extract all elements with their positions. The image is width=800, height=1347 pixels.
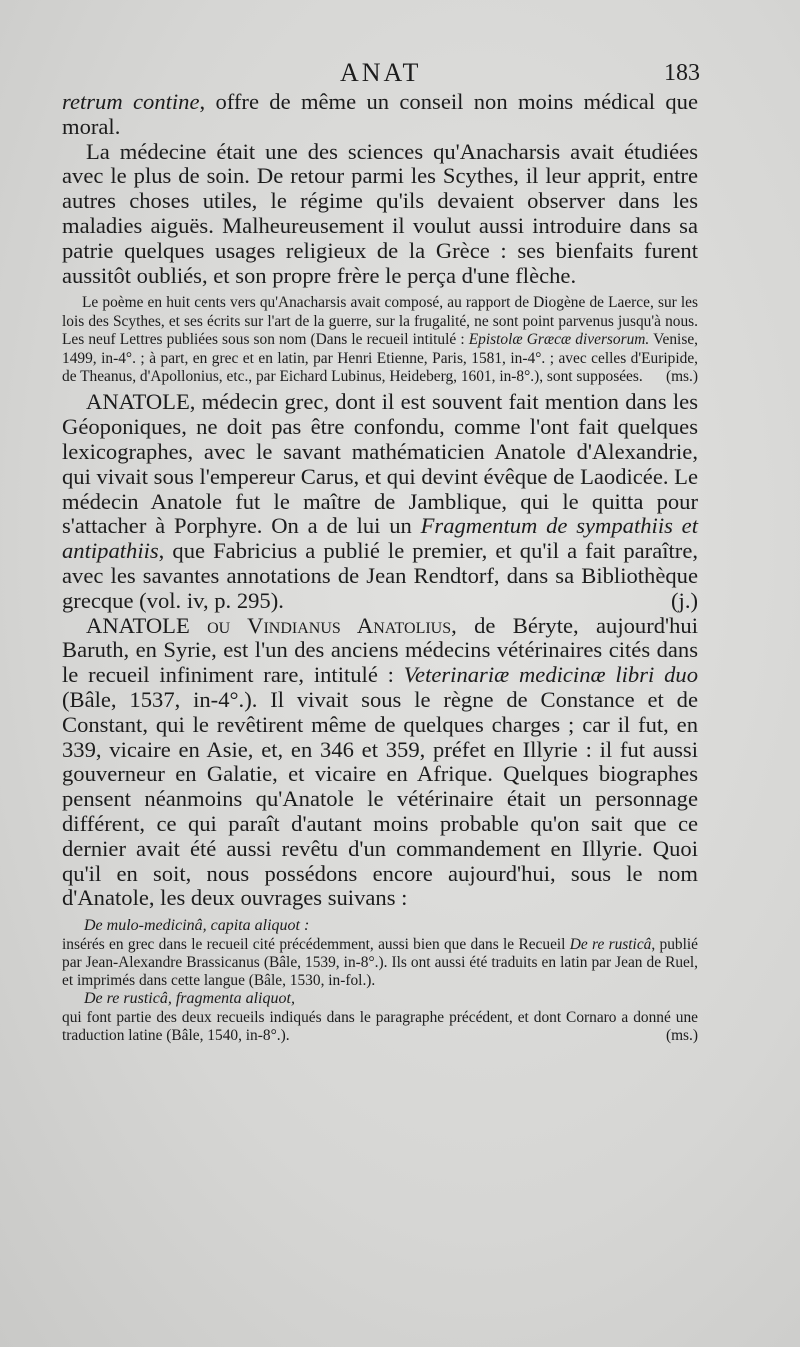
entry-text: , de Béryte, aujourd'hui Baruth, en Syrie, est l'un des anciens médecins vétérinaires cités dans le recueil infiniment rare, intitulé :	[62, 612, 698, 688]
author-signature: (ms.)	[665, 368, 698, 385]
entry-text: , médecin grec, dont il est souvent fait mention dans les Géoponiques, ne doit pas être confondu, comme l'ont fait quelques lexicographes, avec le savant mathématicien Anatole d'Alexandrie, qui vivait sous l'empereur Carus, et qui devint évêque de Laodicée. Le médecin Anatole fut le maître de Jamblique, qui le quitta pour s'attacher à Porphyre. On a de lui un	[62, 389, 698, 539]
page-number: 183	[664, 60, 700, 86]
running-head: ANAT	[340, 58, 422, 87]
paragraph-text: , offre de même un conseil non moins médical que moral.	[62, 89, 698, 139]
bibliography-body-2	[62, 1009, 698, 1045]
footnote-anacharsis	[62, 294, 698, 386]
entry-italic-title: Veterinariæ medicinæ libri duo	[403, 662, 698, 688]
bibliography-title-1: De mulo-medicinâ, capita aliquot :	[84, 917, 310, 935]
entry-full-name: ou Vindianus Anatolius	[207, 612, 452, 638]
author-signature: (j.)	[671, 587, 698, 613]
note-text-after: Venise, 1499, in-4°. ; à part, en grec et en latin, par Henri Etienne, Paris, 1581, in-4°. ; avec celles d'Euripide, de Theanus, d'Apollonius, etc., par Eichard Lubinus, Heideberg, 1601, in-8°.), sont supposées.	[62, 331, 698, 385]
bibliography-body-1	[62, 936, 698, 991]
entry-anatole-veterinaire	[62, 614, 698, 912]
entry-italic-title: Fragmentum de sympathiis et antipathiis	[62, 513, 698, 564]
paragraph-continuation	[62, 90, 698, 140]
page-header	[62, 58, 700, 92]
italic-phrase: retrum contine	[62, 89, 200, 114]
biblio-italic: De re rusticâ	[569, 935, 652, 953]
entry-text-after: , que Fabricius a publié le premier, et qu'il a fait paraître, avec les savantes annotations de Jean Rendtorf, dans sa Bibliothèque grecque (vol. iv, p. 295).	[62, 538, 698, 613]
biblio-text: insérés en grec dans le recueil cité précédemment, aussi bien que dans le Recueil	[62, 935, 570, 953]
page-body	[62, 90, 698, 1045]
paragraph-anacharsis: La médecine était une des sciences qu'Anacharsis avait étudiées avec le plus de soin. De retour parmi les Scythes, il leur apprit, entre autres choses utiles, le régime qu'ils devaient observer dans les maladies aiguës. Malheureusement il voulut aussi introduire dans sa patrie quelques usages religieux de la Grèce : ses bienfaits furent aussitôt oubliés, et son propre frère le perça d'une flèche.	[62, 138, 698, 288]
note-italic: Epistolæ Græcæ diversorum.	[468, 331, 650, 349]
bibliography-title-2: De re rusticâ, fragmenta aliquot,	[84, 990, 295, 1008]
entry-anatole-medecin	[62, 390, 698, 613]
biblio-text-after: , publié par Jean-Alexandre Brassicanus (Bâle, 1539, in-8°.). Ils ont aussi été traduits en latin par Jean de Ruel, et imprimés dans cette langue (Bâle, 1530, in-fol.).	[62, 935, 698, 989]
entry-text-after: (Bâle, 1537, in-4°.). Il vivait sous le règne de Constance et de Constant, qui le revêtirent même de quelques charges ; car il fut, en 339, vicaire en Asie, et, en 346 et 359, préfet en Illyrie : il fut aussi gouverneur en Galatie, et vicaire en Afrique. Quelques biographes pensent néanmoins qu'Anatole le vétérinaire était un personnage différent, ce qui paraît d'autant moins probable qu'on sait que ce dernier avait été aussi revêtu d'un commandement en Illyrie. Quoi qu'il en soit, nous possédons encore aujourd'hui, sous le nom d'Anatole, les deux ouvrages suivans :	[62, 686, 698, 911]
biblio-text: qui font partie des deux recueils indiqués dans le paragraphe précédent, et dont Cornaro a donné une traduction latine (Bâle, 1540, in-8°.).	[62, 1008, 698, 1044]
author-signature: (ms.)	[665, 1026, 698, 1044]
note-text: Le poème en huit cents vers qu'Anacharsis avait composé, au rapport de Diogène de Laerce, sur les lois des Scythes, et ses écrits sur l'art de la guerre, sur la frugalité, ne sont point parvenus jusqu'à nous. Les neuf Lettres publiées sous son nom (Dans le recueil intitulé :	[62, 294, 698, 349]
entry-headword: ANATOLE	[86, 612, 190, 638]
entry-headword: ANATOLE	[86, 389, 190, 415]
